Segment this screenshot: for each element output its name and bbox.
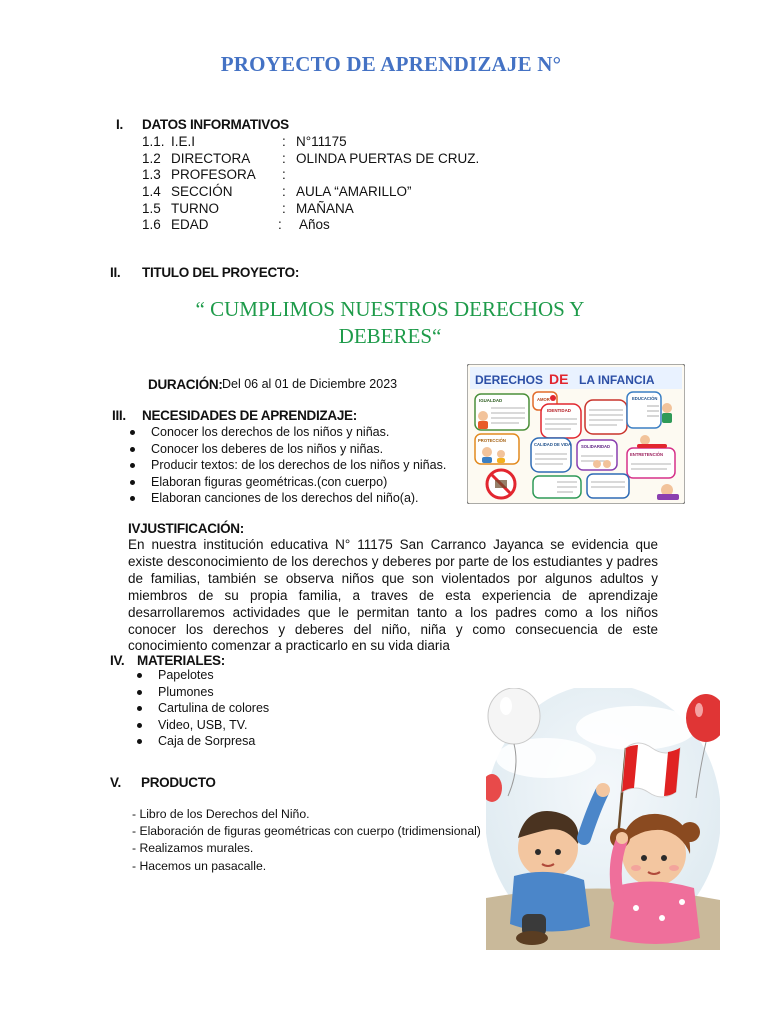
list-item: Producir textos: de los derechos de los niños y niñas. — [151, 457, 446, 474]
kids-flag-illustration — [486, 688, 720, 950]
bullet-icon — [137, 739, 142, 744]
list-item: - Libro de los Derechos del Niño. — [132, 807, 310, 821]
info-row-label: SECCIÓN — [171, 184, 233, 199]
info-row-number: 1.4 — [142, 184, 161, 199]
poster-label: SOLIDARIDAD — [581, 444, 611, 449]
duration-value: Del 06 al 01 de Diciembre 2023 — [222, 377, 398, 391]
info-row-value: OLINDA PUERTAS DE CRUZ. — [296, 151, 480, 166]
children-rights-poster — [467, 364, 685, 504]
info-row-label: PROFESORA — [171, 167, 256, 182]
document-title: PROYECTO DE APRENDIZAJE N° — [220, 52, 562, 76]
info-row-separator: : — [282, 184, 286, 199]
poster-label: CALIDAD DE VIDA — [534, 442, 571, 447]
list-item: Elaboran canciones de los derechos del niño(a). — [151, 490, 446, 507]
list-item: - Realizamos murales. — [132, 841, 254, 856]
info-row-value: Años — [299, 217, 330, 232]
bullet-icon — [137, 673, 142, 678]
poster-label: IDENTIDAD — [547, 408, 571, 413]
bullet-icon — [130, 480, 135, 485]
info-row-value: N°11175 — [296, 134, 347, 149]
project-title — [120, 296, 660, 350]
materials-list — [158, 667, 269, 750]
info-row-label: DIRECTORA — [171, 151, 251, 166]
bullet-icon — [137, 723, 142, 728]
project-title-line: DEBERES“ — [338, 324, 442, 348]
project-title-line: “ CUMPLIMOS NUESTROS DERECHOS Y — [195, 297, 585, 321]
info-row-label: I.E.I — [171, 134, 196, 149]
info-row-separator: : — [282, 151, 286, 166]
info-row-value: MAÑANA — [296, 201, 354, 216]
info-row-label: TURNO — [171, 201, 219, 216]
info-row-separator: : — [282, 134, 286, 149]
info-row-separator: : — [282, 201, 286, 216]
bullet-icon — [130, 430, 135, 435]
poster-label: IGUALDAD — [479, 398, 503, 403]
list-item: Conocer los deberes de los niños y niñas. — [151, 441, 446, 458]
product-list — [132, 806, 481, 875]
section-2-heading: TITULO DEL PROYECTO: — [142, 265, 300, 280]
info-row-number: 1.3 — [142, 167, 161, 182]
list-item: Video, USB, TV. — [158, 717, 269, 734]
section-5-number: V. — [110, 775, 121, 790]
section-5-heading: PRODUCTO — [141, 775, 216, 790]
info-row-separator: : — [282, 167, 286, 182]
poster-illustration — [467, 364, 685, 504]
list-item: Cartulina de colores — [158, 700, 269, 717]
list-item: - Elaboración de figuras geométricas con cuerpo (tridimensional) — [132, 824, 481, 839]
list-item: Conocer los derechos de los niños y niñas. — [151, 424, 446, 441]
poster-label: ENTRETENCIÓN — [630, 452, 664, 457]
poster-label: EDUCACIÓN — [632, 396, 658, 401]
list-item: Papelotes — [158, 667, 269, 684]
info-row-number: 1.1. — [142, 134, 165, 149]
poster-title-b: DE — [549, 371, 569, 387]
section-4-heading: MATERIALES: — [137, 653, 225, 668]
section-1-heading: DATOS INFORMATIVOS — [142, 117, 289, 132]
poster-label: PROTECCIÓN — [478, 438, 506, 443]
bullet-icon — [137, 690, 142, 695]
needs-list — [151, 424, 446, 507]
bullet-icon — [137, 706, 142, 711]
justification-text: En nuestra institución educativa N° 11175 San Carranco Jayanca se evidencia que existe desconocimiento de los derechos y deberes por parte de los estudiantes y padres de familias, también se observa niños que son violentados por algunos adultos y miembros de su propia familia, a traves de esta experiencia de aprendizaje desarrollaremos actividades que le permitan tanto a los padres como a los niños conocer los derechos y deberes del niño, niña y como consecuencia de este conocimiento comenzar a practicarlo en su vida diaria — [128, 537, 658, 654]
info-row-number: 1.6 — [142, 217, 161, 232]
bullet-icon — [130, 496, 135, 501]
info-row-number: 1.2 — [142, 151, 161, 166]
section-1-number: I. — [116, 117, 123, 132]
info-row-label: EDAD — [171, 217, 209, 232]
list-item: - Hacemos un pasacalle. — [132, 858, 267, 873]
kids-flag-picture — [486, 688, 720, 950]
poster-title-a: DERECHOS — [475, 373, 544, 387]
poster-label: AMOR — [537, 397, 550, 402]
list-item: Elaboran figuras geométricas.(con cuerpo) — [151, 474, 446, 491]
justification-heading: IVJUSTIFICACIÓN: — [128, 521, 244, 536]
info-row-value: AULA “AMARILLO” — [296, 184, 412, 199]
info-row-separator: : — [278, 217, 282, 232]
list-item: Caja de Sorpresa — [158, 733, 269, 750]
duration-label: DURACIÓN: — [148, 377, 223, 392]
list-item: Plumones — [158, 684, 269, 701]
poster-title-c: LA INFANCIA — [579, 373, 655, 387]
section-4-number: IV. — [110, 653, 125, 668]
info-row-number: 1.5 — [142, 201, 161, 216]
section-3-heading: NECESIDADES DE APRENDIZAJE: — [142, 408, 357, 423]
bullet-icon — [130, 463, 135, 468]
section-2-number: II. — [110, 265, 121, 280]
bullet-icon — [130, 447, 135, 452]
section-3-number: III. — [112, 408, 126, 423]
